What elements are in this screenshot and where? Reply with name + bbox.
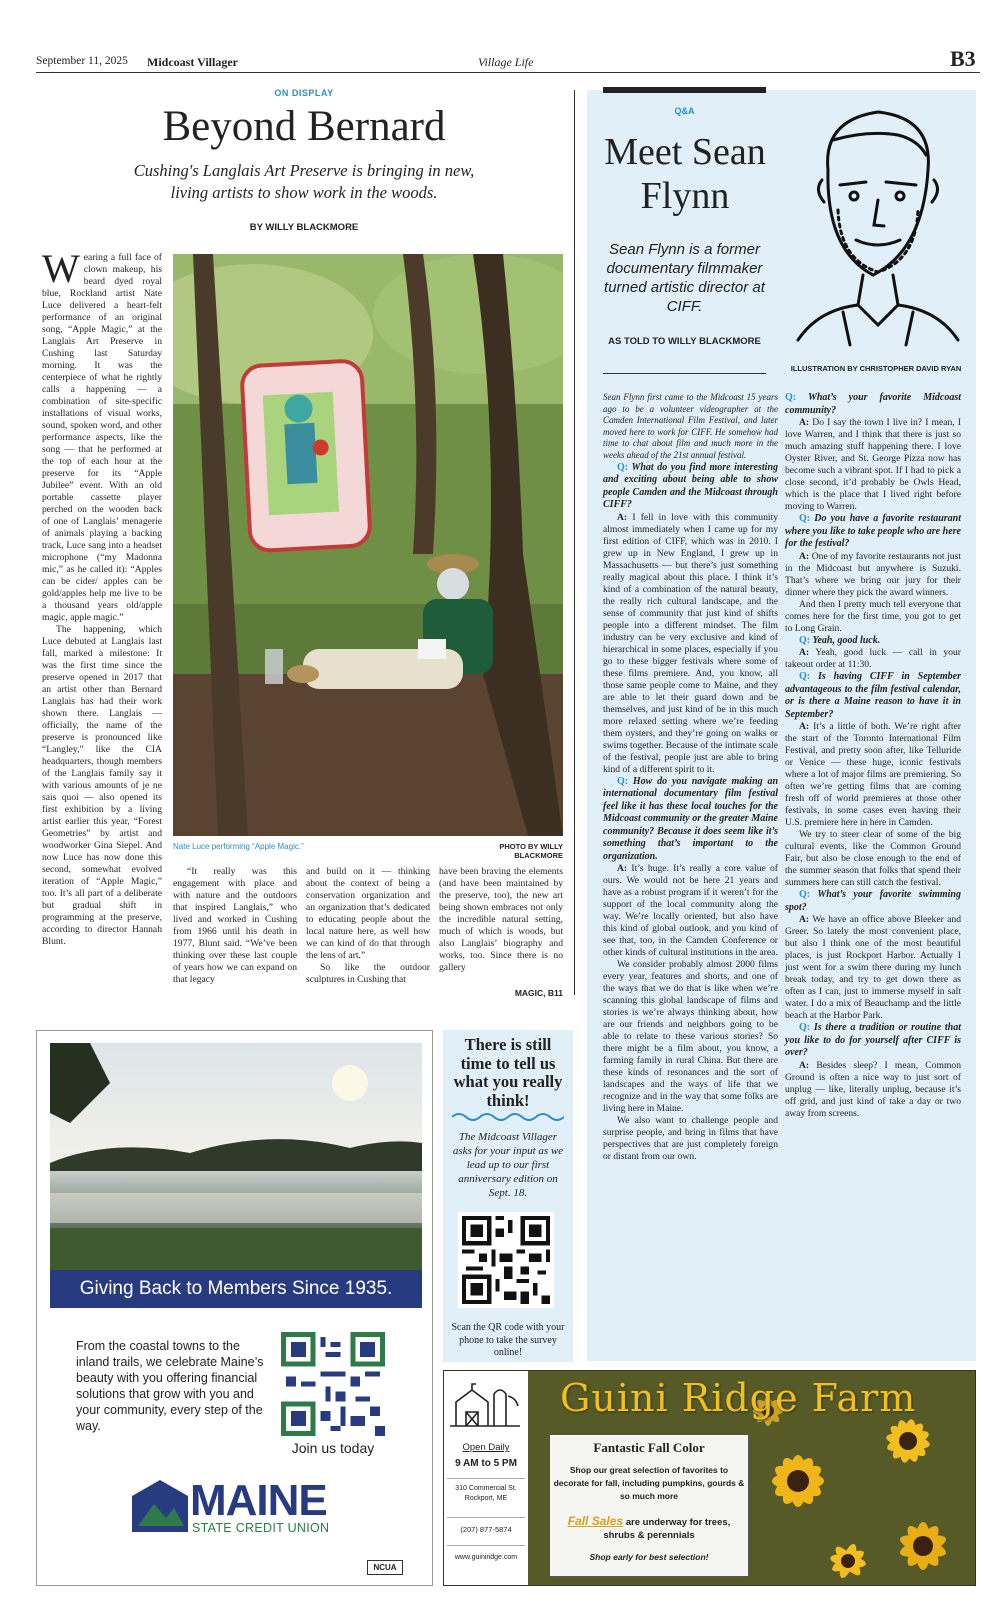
barn-icon: [448, 1376, 522, 1434]
answer-2-cont-1: We consider probably almost 2000 films every year, features and shorts, and one of the ways that we do that is like when we’re scanning this global landscape of films and stories is we’re always thinking about, how are our friends and neighbors going to be able to relate to these various stories? So there might be a film about, you know, a farming family in rural China. But there are these kinds of resonances and the sort of landscapes and the ways of life that we recognize and in the way that some folks are living here in Maine.: [603, 959, 778, 1115]
mountain-logo-icon: [132, 1480, 188, 1532]
logo-wordmark: MAINE: [190, 1476, 327, 1525]
issue-date: September 11, 2025: [36, 55, 128, 67]
answer-3: A: Do I say the town I live in? I mean, I love Warren, and I think that there is just so much amazing stuff happening there. I love Oyster River, and St. George Pizza now has become such a vibrant spot. If I had to pick a close second, it’d probably be Owls Head, which is the place that I lived right before moving to Warren.: [785, 417, 962, 512]
qa-rule: [603, 373, 766, 374]
qa-byline: AS TOLD TO WILLY BLACKMORE: [608, 336, 761, 347]
feature-paragraph-6: have been braving the elements (and have been maintained by the preserve, too), the new art being shown embraces not only the incredible natural setting, much of which is woods, but also Langlais’ biography and works, too. Since there is no gallery: [439, 866, 563, 973]
feature-paragraph-3: “It really was this engagement with place and with nature and the outdoors that inspired Langlais,” who lived and worked in Cushing from 1966 until his death in 1977, Blunt said. “We’ve been thinking over these last couple of years how we can expand on that legacy: [173, 866, 297, 985]
feature-paragraph-4: and build on it — thinking about the context of being a conservation organization and an organization that’s dedicated to educating people about the local nature here, as well how we can kind of do that through the lens of art.”: [306, 866, 430, 961]
photo-caption: Nate Luce performing “Apple Magic.”: [173, 842, 304, 851]
feature-byline: BY WILLY BLACKMORE: [249, 222, 359, 233]
qa-intro: Sean Flynn first came to the Midcoast 15 years ago to be a volunteer videographer at the Camden International Film Festival, and later moved here to work for CIFF. He somehow had time to chat about film and much more in the weeks ahead of the 21st annual festival.: [603, 392, 778, 460]
join-us-label: Join us today: [291, 1440, 375, 1456]
feature-column-3: [306, 866, 430, 986]
page-number: B3: [950, 46, 976, 71]
ad-copy: From the coastal towns to the inland trails, we celebrate Maine’s beauty with you offering financial solutions that grow with you and your community, every step of the way.: [76, 1339, 264, 1433]
column-divider: [574, 90, 575, 995]
logo-subtitle: STATE CREDIT UNION: [192, 1521, 330, 1535]
feature-paragraph-1: earing a full face of clown makeup, his beard dyed royal blue, Rockland artist Nate Luce delivered a heart-felt performance of an original song, “Apple Magic,” at the Langlais Art Preserve in Cushing last Saturday morning. It was the centerpiece of what he rightly calls a happening — a combination of site-specific installations of visual works, sound, spoken word, and other performance aspects, like the song — that he performed at the top of each hour at the preserve for its “Apple Jubilee” event. With an old portable cassette player perched on the wooden back of one of Langlais’ menagerie of animals playing a backing track, Luce sang into a headset microphone (“my Madonna mic,” as he called it): “Apples can be cider/ apples can be gold/apples help me live to be a thousand years old/apple magic, apple magic.”: [42, 252, 162, 623]
answer-7: A: We have an office above Bleeker and Greer. So lately the most convenient place, but also I think one of the most beautiful places, is just Rockport Harbor. Actually I just went for a swim there during my lunch break today, and try to get down there as often as I can, just to immerse myself in salt water. I do a mix of Beauchamp and the little beach at the Harbor Park.: [785, 914, 961, 1021]
qa-title: Meet Sean Flynn: [604, 131, 766, 217]
feature-column-1: [42, 246, 162, 948]
story-jump-link[interactable]: MAGIC, B11: [514, 988, 563, 998]
sale-text: are underway for trees, shrubs & perennials: [603, 1517, 731, 1541]
ad-banner: Giving Back to Members Since 1935.: [50, 1270, 422, 1308]
sean-flynn-portrait-drawing: [778, 100, 970, 350]
feature-column-4: [439, 866, 563, 974]
separator: [447, 1478, 525, 1479]
paper-name: Midcoast Villager: [147, 55, 238, 69]
portrait-illustration: [778, 100, 970, 350]
promo-sale: [553, 1515, 745, 1542]
ncua-badge: NCUA: [367, 1560, 403, 1575]
survey-body: The Midcoast Villager asks for your input as we lead up to our first anniversary edition on Sept. 18.: [452, 1131, 564, 1199]
promo-title: Fantastic Fall Color: [593, 1440, 705, 1455]
qa-column-2: [785, 392, 961, 1120]
survey-title: There is still time to tell us what you really think!: [453, 1035, 563, 1110]
farm-address: 310 Commercial St. Rockport, ME: [455, 1485, 517, 1502]
separator: [447, 1517, 525, 1518]
farm-title: Guini Ridge Farm: [560, 1376, 917, 1420]
farm-website[interactable]: www.guiniridge.com: [454, 1554, 518, 1561]
survey-qr-code[interactable]: [458, 1212, 554, 1308]
answer-2-cont-2: We also want to challenge people and surprise people, and bring in films that have perspectives that are just completely foreign or distant from our own.: [603, 1115, 778, 1163]
qa-deck: Sean Flynn is a former documentary filmmaker turned artistic director at CIFF.: [604, 241, 765, 315]
question-7: Q: What’s your favorite swimming spot?: [785, 889, 961, 913]
feature-paragraph-2: The happening, which Luce debuted at Langlais last fall, marked a milestone: It was the first time since the preserve opened in 2017 that an artist other than Bernard Langlais has had their work shown there. Langlais — officially, the name of the preserve is pronounced like “Langley,” like the CIA headquarters, though members of the Langlais family say it with various amounts of je ne sais quoi — also opened its first exhibition by a living artist earlier this year, “Forest Geometries” by artist and woodworker Gina Siepel. And now Luce has now done this second, somewhat evolved iteration of “Apple Magic,” too. It’s all part of a deliberate but gradual shift in programming at the preserve, according to director Hannah Blunt.: [42, 624, 162, 947]
answer-4: A: One of my favorite restaurants not just in the Midcoast but anywhere is Suzuki. That’s where we bring our jury for their dinner where they pick the award winners.: [785, 550, 961, 598]
separator: [447, 1545, 525, 1546]
barn-logo: [448, 1376, 522, 1434]
sale-highlight: Fall Sales: [567, 1514, 624, 1528]
farm-open-label: Open Daily: [462, 1442, 510, 1453]
answer-5: A: Yeah, good luck — call in your takeout order at 11:30.: [785, 647, 961, 670]
question-8: Q: Is there a tradition or routine that you like to do for yourself after CIFF is over?: [785, 1022, 962, 1058]
answer-1: A: I fell in love with this community almost immediately when I came up for my first edition of CIFF, which was in 2010. I grew up in New England, I grew up in Massachusetts — but there’s just something really magical about this place. I think it’s kind of a combination of the natural beauty, the really rich cultural landscape, and the sense of community that just kind of shifts people into a different mindset. The film industry can be very exclusive and kind of hierarchical in some places, especially if you go to these bigger festivals where some of these films premiere. And, you know, all those same people come to Maine, and they are able to let their guard down and be themselves, and just kind of be in this much more relaxed setting where we’re feeding them oysters, and they’re going on walks or swims together. Because of the intimate scale of the festival, people just are able to bring kind of a different spirit to it.: [603, 511, 778, 775]
photo-credit: PHOTO BY WILLY BLACKMORE: [499, 842, 563, 860]
qr-code[interactable]: [281, 1332, 385, 1436]
lake-sunrise-photo: [50, 1043, 422, 1275]
question-3: Q: What’s your favorite Midcoast community?: [785, 392, 961, 416]
qa-top-bar: [603, 87, 766, 93]
promo-footer: Shop early for best selection!: [589, 1552, 709, 1562]
header-rule: [36, 72, 980, 73]
feature-kicker: ON DISPLAY: [274, 88, 334, 98]
farm-phone[interactable]: (207) 877-5874: [460, 1525, 512, 1534]
answer-6: A: It’s a little of both. We’re right after the start of the Toronto International Film Festival, and pretty soon after, like Telluride or Venice — these huge, iconic festivals where a lot of major films are premiering. So often we’re getting films that are coming fresh off of world premieres at those other festivals, in some cases even having their U.S. premiere here in here in Camden.: [785, 721, 961, 828]
farm-hours: 9 AM to 5 PM: [455, 1458, 517, 1469]
feature-deck: Cushing's Langlais Art Preserve is bringing in new, living artists to show work in the woods.: [133, 161, 475, 202]
feature-paragraph-5: So like the outdoor sculptures in Cushing that: [306, 962, 430, 985]
qa-kicker: Q&A: [674, 106, 695, 116]
feature-photo: [173, 254, 563, 836]
question-2: Q: How do you navigate making an international documentary film festival feel like it has these local touches for the Midcoast community or the greater Maine community? Because it does seem like it’s something that’s important to the organization.: [603, 775, 779, 862]
question-4: Q: Do you have a favorite restaurant where you like to take people who are here for the festival?: [785, 513, 962, 549]
answer-4-cont: And then I pretty much tell everyone that comes here for the first time, you got to get to Long Grain.: [785, 598, 961, 634]
feature-headline: Beyond Bernard: [162, 103, 446, 150]
drop-cap: W: [42, 246, 80, 291]
survey-instructions: Scan the QR code with your phone to take the survey online!: [451, 1322, 565, 1358]
promo-body: Shop our great selection of favorites to decorate for fall, including pumpkins, gourds & so much more: [553, 1465, 745, 1501]
answer-2: A: It’s huge. It’s really a core value of ours. We would not be here 21 years and have as a robust program if it weren’t for the support of the local community along the way. We’re locally oriented, but also have this kind of global outlook, and you kind of see that, too, in the Camden Conference or other kinds of cultural institutions in the area.: [603, 863, 778, 959]
question-1: Q: What do you find more interesting and exciting about being able to show people Camden and the Midcoast through CIFF?: [603, 461, 779, 511]
section-name: Village Life: [478, 55, 534, 69]
question-6: Q: Is having CIFF in September advantageous to the film festival calendar, or is there a Maine reason to have it in September?: [785, 671, 961, 720]
qa-column-1: [603, 392, 778, 1163]
wave-divider: [452, 1110, 564, 1122]
answer-6-cont: We try to steer clear of some of the big cultural events, like the Common Ground Fair, but also be close enough to the end of the summer season that folks that spend their summers here can still catch the festival.: [785, 829, 961, 888]
illustration-credit: ILLUSTRATION BY CHRISTOPHER DAVID RYAN: [790, 364, 962, 373]
question-5: Q: Yeah, good luck.: [799, 634, 881, 646]
feature-column-2: [173, 866, 297, 986]
performer-in-woods-photo: [173, 254, 563, 836]
answer-8: A: Besides sleep? I mean, Common Ground is often a nice way to just sort of unplug — like, literally unplug, because it’s off grid, and just kind of take a day or two away from screens.: [785, 1059, 961, 1119]
